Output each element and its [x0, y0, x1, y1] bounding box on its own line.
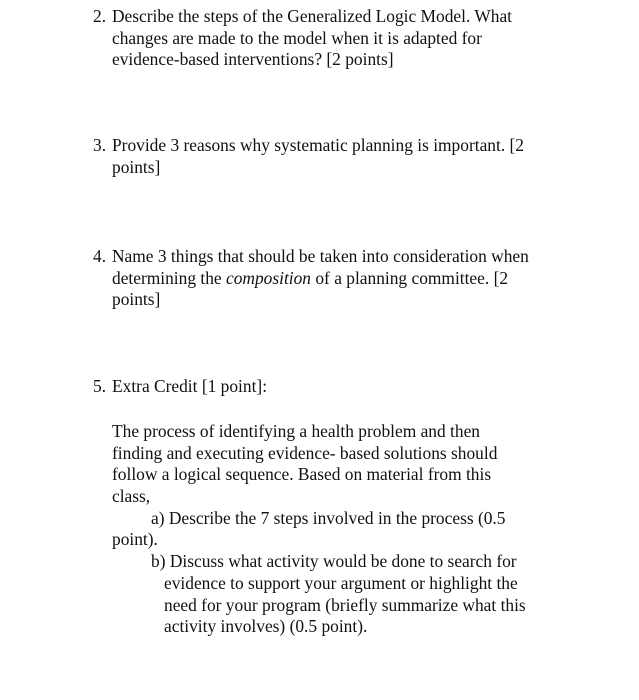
- question-line-start: determining the: [112, 267, 226, 288]
- question-5: [93, 376, 573, 398]
- paragraph-line: class,: [112, 485, 151, 506]
- emphasized-word: composition: [225, 267, 312, 288]
- question-line: changes are made to the model when it is adapted for: [112, 27, 482, 48]
- question-line: [112, 268, 573, 290]
- part-a: [151, 508, 571, 530]
- part-a-continuation: [112, 529, 532, 551]
- question-line: Name 3 things that should be taken into consideration when: [112, 246, 529, 266]
- question-line: evidence-based interventions? [2 points]: [112, 49, 394, 69]
- part-b-line: b) Discuss what activity would be done to search for: [151, 551, 517, 571]
- part-b-line: need for your program (briefly summarize what this: [164, 594, 526, 615]
- question-4: [93, 246, 573, 311]
- question-number: 5.: [93, 376, 107, 396]
- question-line: Describe the steps of the Generalized Logic Model. What: [112, 6, 513, 26]
- question-line: points]: [112, 156, 161, 177]
- part-b-continuation: [164, 573, 584, 638]
- question-number: 3.: [93, 135, 107, 155]
- question-line: Provide 3 reasons why systematic planning is important. [2: [112, 135, 525, 155]
- part-a-line: a) Describe the 7 steps involved in the process (0.5: [151, 508, 506, 528]
- question-number: 4.: [93, 246, 107, 266]
- question-line: points]: [112, 289, 161, 309]
- extra-credit-paragraph: [112, 421, 582, 507]
- question-text: [112, 6, 573, 71]
- part-b-line: evidence to support your argument or highlight the: [164, 573, 518, 593]
- part-b: [151, 551, 571, 573]
- question-2: [93, 6, 573, 71]
- part-b-line: activity involves) (0.5 point).: [164, 616, 368, 636]
- paragraph-line: follow a logical sequence. Based on material from this: [112, 464, 492, 484]
- question-heading: Extra Credit [1 point]:: [112, 376, 268, 396]
- paragraph-line: finding and executing evidence- based solutions should: [112, 442, 498, 463]
- question-line-end: of a planning committee. [2: [311, 267, 509, 288]
- question-text: [112, 246, 573, 311]
- question-3: [93, 135, 573, 178]
- question-text: [112, 135, 573, 178]
- paragraph-line: The process of identifying a health problem and then: [112, 421, 480, 441]
- question-number: 2.: [93, 6, 107, 26]
- part-a-line: point).: [112, 529, 158, 549]
